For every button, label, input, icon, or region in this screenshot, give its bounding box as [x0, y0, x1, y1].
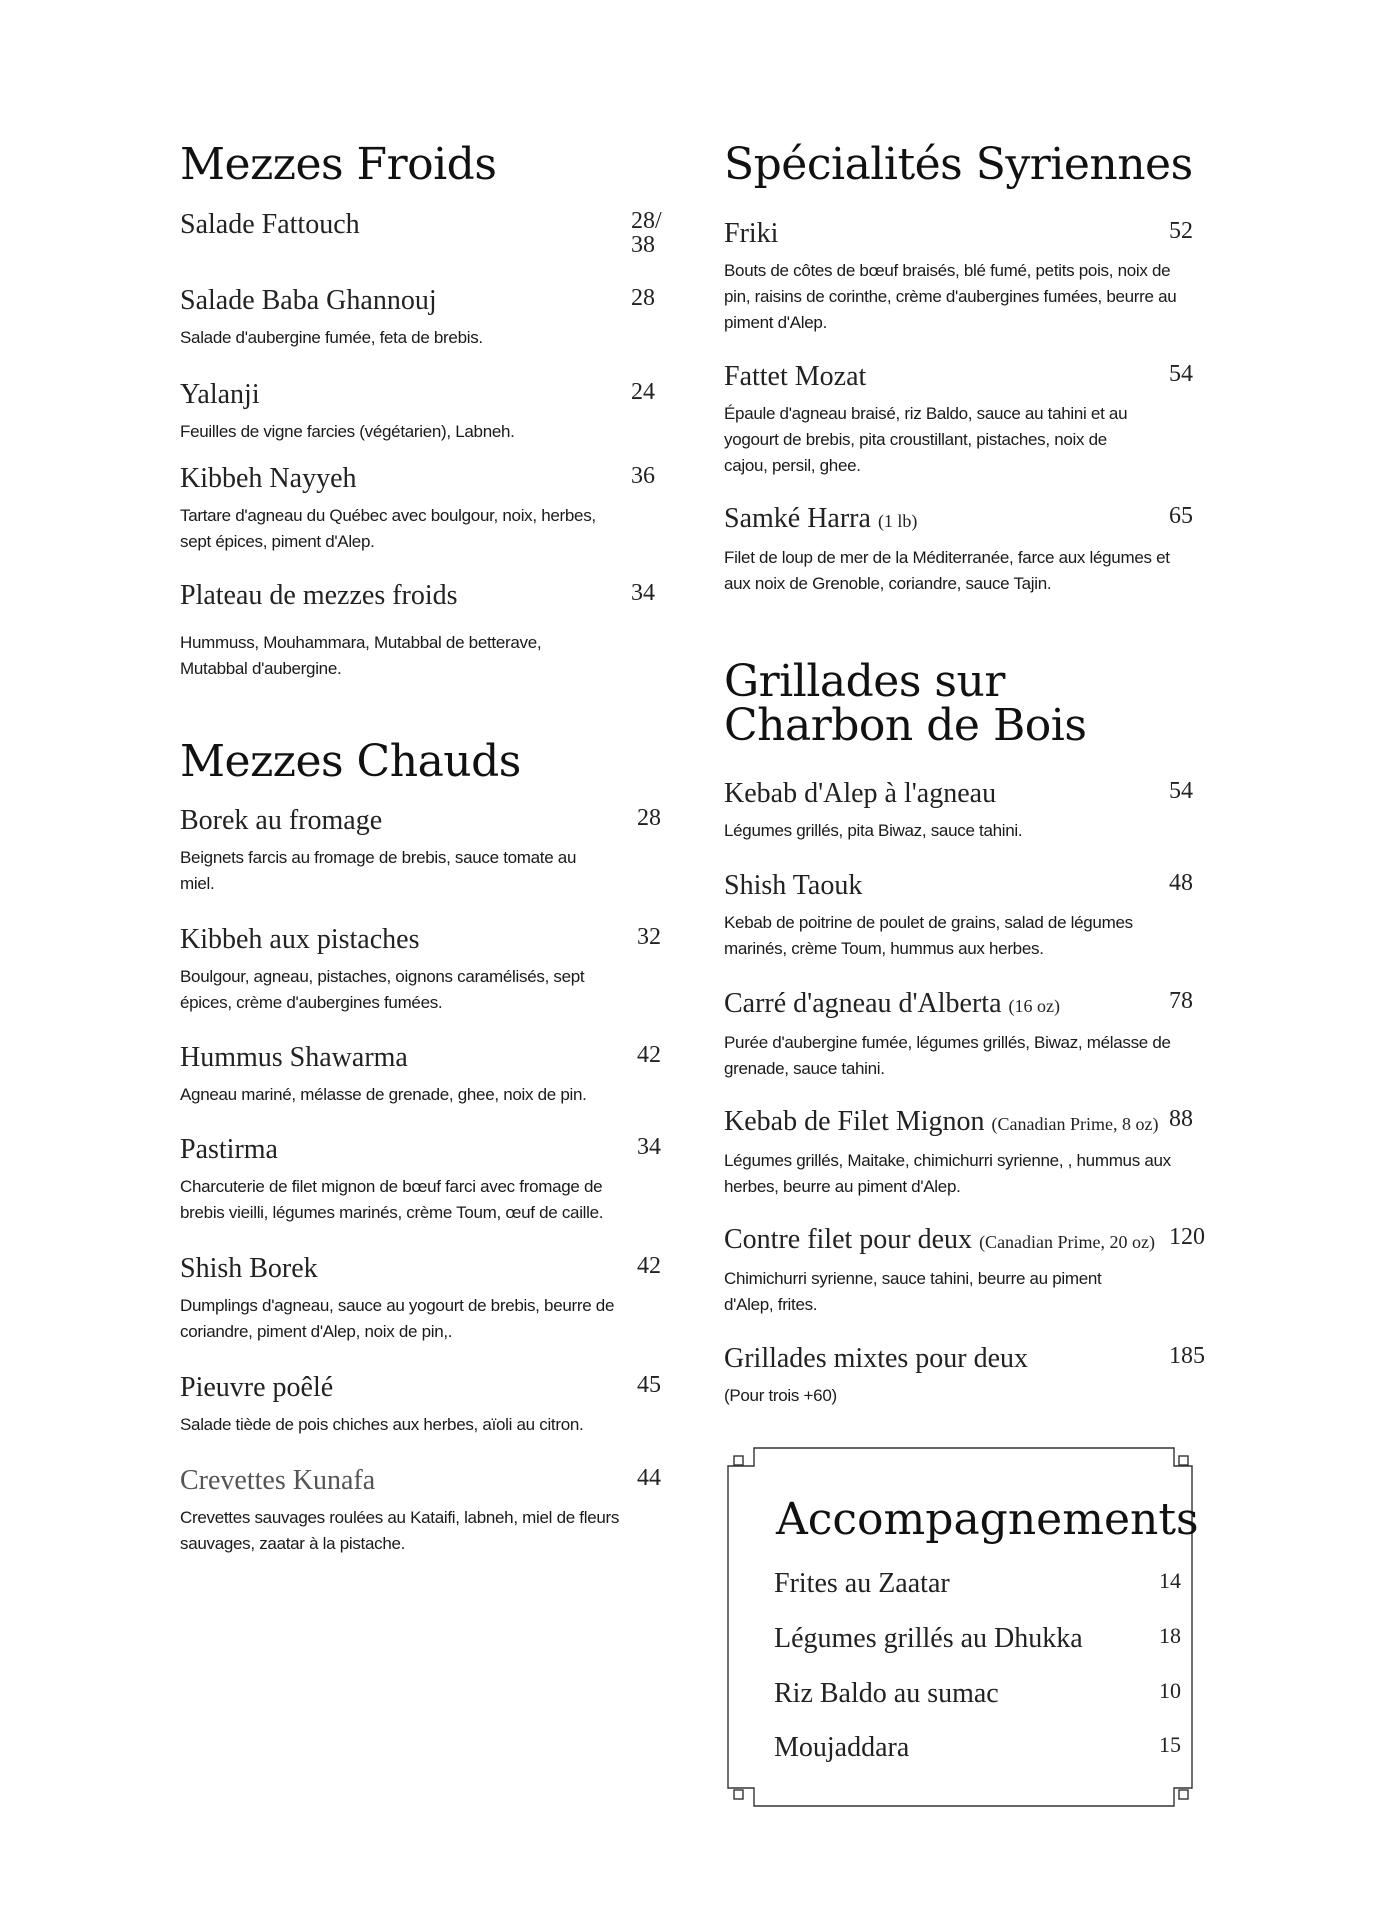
menu-item	[724, 361, 1214, 479]
item-price: 65	[1169, 503, 1193, 529]
item-price: 36	[631, 463, 655, 489]
menu-item	[724, 870, 1214, 962]
item-name: Crevettes Kunafa	[180, 1465, 376, 1496]
section-title-line: Charbon de Bois	[724, 700, 1087, 751]
side-item-name: Moujaddara	[774, 1732, 910, 1763]
item-price: 34	[631, 580, 655, 606]
item-name: Kibbeh aux pistaches	[180, 924, 420, 955]
item-description: Hummuss, Mouhammara, Mutabbal de betterave, Mutabbal d'aubergine.	[180, 633, 542, 678]
item-name: Borek au fromage	[180, 805, 383, 836]
item-description: Épaule d'agneau braisé, riz Baldo, sauce au tahini et au yogourt de brebis, pita croustillant, pistaches, noix de cajou, persil, ghee.	[724, 404, 1128, 475]
item-description: Boulgour, agneau, pistaches, oignons caramélisés, sept épices, crème d'aubergines fumées.	[180, 967, 585, 1012]
menu-item	[724, 1224, 1214, 1318]
item-name-text: Kebab de Filet Mignon	[724, 1106, 985, 1137]
item-name	[724, 503, 1214, 537]
item-name: Plateau de mezzes froids	[180, 580, 458, 611]
side-item-name: Frites au Zaatar	[774, 1568, 950, 1599]
item-price: 120	[1169, 1224, 1205, 1250]
item-name	[724, 988, 1214, 1022]
section-title-grillades	[724, 656, 1087, 751]
item-price: 42	[637, 1253, 661, 1279]
item-price: 78	[1169, 988, 1193, 1014]
item-price: 88	[1169, 1106, 1193, 1132]
section-title-line: Grillades sur	[724, 656, 1005, 707]
item-note: (1 lb)	[877, 511, 918, 531]
item-price: 48	[1169, 870, 1193, 896]
menu-item	[180, 463, 670, 555]
side-item	[774, 1678, 1181, 1710]
item-description: Agneau mariné, mélasse de grenade, ghee, noix de pin.	[180, 1085, 587, 1104]
item-name: Salade Baba Ghannouj	[180, 285, 437, 316]
item-price: 32	[637, 924, 661, 950]
menu-item	[180, 1134, 670, 1226]
side-item-name: Légumes grillés au Dhukka	[774, 1623, 1083, 1654]
side-item-price: 15	[1159, 1732, 1181, 1757]
item-name: Salade Fattouch	[180, 209, 360, 240]
item-description: Purée d'aubergine fumée, légumes grillés, Biwaz, mélasse de grenade, sauce tahini.	[724, 1033, 1171, 1078]
item-price: 185	[1169, 1343, 1205, 1369]
item-name	[724, 778, 1214, 810]
section-title-specialites: Spécialités Syriennes	[724, 139, 1193, 190]
menu-item	[180, 379, 670, 445]
side-item-price: 14	[1159, 1568, 1181, 1593]
item-price: 24	[631, 379, 655, 405]
menu-item	[180, 208, 670, 258]
item-description: Salade d'aubergine fumée, feta de brebis.	[180, 328, 483, 347]
item-note: (16 oz)	[1008, 996, 1060, 1016]
item-price: 54	[1169, 778, 1193, 804]
item-description: (Pour trois +60)	[724, 1386, 837, 1405]
item-name-text: Grillades mixtes pour deux	[724, 1343, 1029, 1374]
item-description: Dumplings d'agneau, sauce au yogourt de brebis, beurre de coriandre, piment d'Alep, noix de pin,.	[180, 1296, 615, 1341]
menu-item	[180, 580, 670, 682]
side-item-name: Riz Baldo au sumac	[774, 1678, 999, 1709]
item-name: Kibbeh Nayyeh	[180, 463, 357, 494]
menu-item	[724, 1106, 1214, 1200]
menu-item	[180, 924, 670, 1016]
item-price: 52	[1169, 218, 1193, 244]
item-description: Chimichurri syrienne, sauce tahini, beurre au piment d'Alep, frites.	[724, 1269, 1102, 1314]
item-note: (Canadian Prime, 20 oz)	[979, 1232, 1156, 1252]
item-price: 28/ 38	[631, 208, 662, 258]
item-name-text: Fattet Mozat	[724, 361, 867, 392]
item-name-text: Carré d'agneau d'Alberta	[724, 988, 1002, 1019]
menu-item	[180, 1465, 670, 1557]
item-description: Kebab de poitrine de poulet de grains, salad de légumes marinés, crème Toum, hummus aux herbes.	[724, 913, 1133, 958]
item-price: 44	[637, 1465, 661, 1491]
menu-item	[724, 503, 1214, 597]
menu-item	[724, 218, 1214, 336]
item-name: Pieuvre poêlé	[180, 1372, 334, 1403]
side-item	[774, 1623, 1181, 1655]
item-description: Légumes grillés, pita Biwaz, sauce tahini.	[724, 821, 1023, 840]
item-name: Pastirma	[180, 1134, 278, 1165]
section-title-mezzes-chauds: Mezzes Chauds	[180, 736, 521, 787]
item-note: (Canadian Prime, 8 oz)	[991, 1114, 1159, 1134]
menu-item	[180, 805, 670, 897]
item-price: 42	[637, 1042, 661, 1068]
item-name: Yalanji	[180, 379, 260, 410]
item-price: 28	[631, 285, 655, 311]
section-title-mezzes-froids: Mezzes Froids	[180, 139, 497, 190]
side-item	[774, 1732, 1181, 1764]
item-description: Charcuterie de filet mignon de bœuf farci avec fromage de brebis vieilli, légumes marinés, crème Toum, œuf de caille.	[180, 1177, 604, 1222]
section-title-accompagnements: Accompagnements	[776, 1494, 1199, 1545]
item-name-text: Contre filet pour deux	[724, 1224, 973, 1255]
item-name	[724, 1343, 1214, 1375]
item-description: Légumes grillés, Maitake, chimichurri syrienne, , hummus aux herbes, beurre au piment d'Alep.	[724, 1151, 1171, 1196]
item-name: Hummus Shawarma	[180, 1042, 408, 1073]
menu-item	[724, 778, 1214, 844]
item-description: Salade tiède de pois chiches aux herbes, aïoli au citron.	[180, 1415, 584, 1434]
item-name	[724, 1224, 1214, 1258]
item-description: Filet de loup de mer de la Méditerranée, farce aux légumes et aux noix de Grenoble, coriandre, sauce Tajin.	[724, 548, 1170, 593]
item-price: 45	[637, 1372, 661, 1398]
menu-item	[724, 1343, 1214, 1409]
item-name-text: Friki	[724, 218, 779, 249]
menu-item	[180, 1253, 670, 1345]
item-name-text: Shish Taouk	[724, 870, 863, 901]
item-name-text: Kebab d'Alep à l'agneau	[724, 778, 997, 809]
menu-item	[180, 1372, 670, 1438]
menu-item	[724, 988, 1214, 1082]
item-name	[724, 361, 1214, 393]
item-description: Feuilles de vigne farcies (végétarien), Labneh.	[180, 422, 515, 441]
side-item-price: 18	[1159, 1623, 1181, 1648]
accompagnements-box	[726, 1446, 1199, 1810]
item-price: 28	[637, 805, 661, 831]
menu-item	[180, 285, 670, 351]
side-item-price: 10	[1159, 1678, 1181, 1703]
menu-item	[180, 1042, 670, 1108]
side-item	[774, 1568, 1181, 1600]
item-description: Tartare d'agneau du Québec avec boulgour, noix, herbes, sept épices, piment d'Alep.	[180, 506, 596, 551]
item-price: 34	[637, 1134, 661, 1160]
item-description: Beignets farcis au fromage de brebis, sauce tomate au miel.	[180, 848, 577, 893]
item-description: Crevettes sauvages roulées au Kataifi, labneh, miel de fleurs sauvages, zaatar à la pistache.	[180, 1508, 620, 1553]
item-name	[724, 1106, 1214, 1140]
item-name	[724, 870, 1214, 902]
item-price: 54	[1169, 361, 1193, 387]
item-name: Shish Borek	[180, 1253, 318, 1284]
item-description: Bouts de côtes de bœuf braisés, blé fumé, petits pois, noix de pin, raisins de corinthe, crème d'aubergines fumées, beurre au piment d'Alep.	[724, 261, 1177, 332]
item-name	[724, 218, 1214, 250]
item-name-text: Samké Harra	[724, 503, 871, 534]
